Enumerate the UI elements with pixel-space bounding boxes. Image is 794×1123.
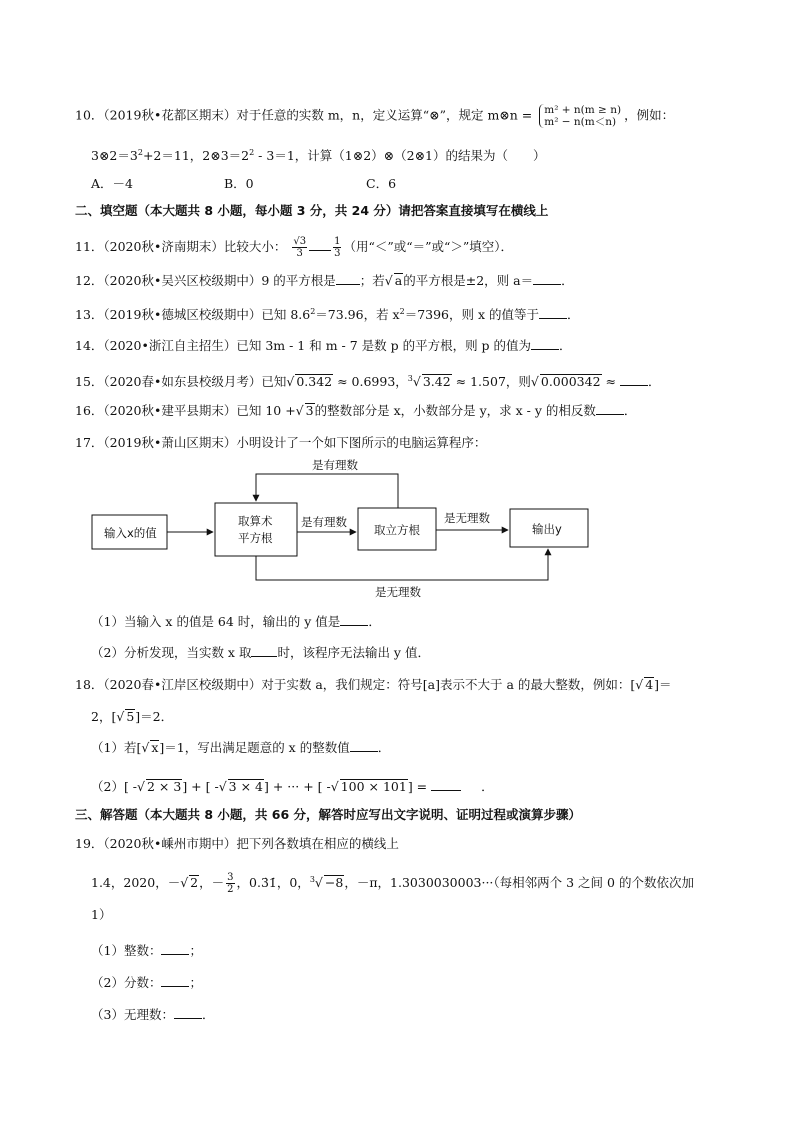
label-top-rational: 是有理数 (312, 458, 358, 472)
q19-part1-end: ； (189, 943, 202, 958)
option-c: C．6 (366, 176, 397, 191)
q18-part1-end: ． (377, 740, 391, 755)
q14-text: 14．（2020•浙江自主招生）已知 3m - 1 和 m - 7 是数 p 的平方根，则 p 的值为 (75, 338, 532, 353)
q18-part2-c: ] + ··· + [ - (264, 779, 331, 794)
denominator: 3 (334, 248, 341, 259)
q19-part2-end: ； (189, 975, 202, 990)
q18-part1-b: ]＝1，写出满足题意的 x 的整数值 (159, 740, 350, 755)
q17-part1 (91, 613, 381, 631)
answer-blank (161, 942, 189, 955)
root-index: 3 (309, 875, 315, 884)
q19-numbers: 1.4，2020，－√ 2，－ $\frac{3}{2}$ ，0.3̇1̇，0，$^3$√ −8，－π，1.3030030003···（每相邻两个 3 之间 0 的个数依次加 (91, 872, 694, 896)
radicand: 3.42 (422, 374, 451, 390)
q18-line2: 2，[√ 5]＝2． (91, 709, 174, 724)
box-sqrt-label-1: 取算术 (238, 514, 273, 528)
q18-part2: （2）[ -√ 2 × 3] + [ -√ 3 × 4] + ··· + [ -√ 100 × 101] = ． (91, 779, 494, 794)
q16-text-a: 16．（2020秋•建平县期末）已知 10 + (75, 403, 296, 418)
q17-part1-end: ． (368, 614, 381, 629)
sup: 2 (310, 307, 316, 316)
q19-part2-label: （2）分数： (91, 975, 162, 990)
q18-part1: （1）若[√ x]＝1，写出满足题意的 x 的整数值 ． (91, 740, 391, 755)
sup: 2 (249, 148, 255, 157)
root-index: 3 (407, 374, 413, 383)
q12-text-d: ． (561, 273, 574, 288)
bottom-arrow (256, 549, 548, 580)
radicand: 0.342 (296, 374, 333, 390)
q18-line1: 18．（2020春•江岸区校级期中）对于实数 a，我们规定：符号[a]表示不大于 a 的最大整数，例如：[√ 4]＝ (75, 677, 672, 692)
q17-part1-text: （1）当输入 x 的值是 64 时，输出的 y 值是 (91, 614, 341, 629)
radicand: 0.000342 (540, 374, 601, 390)
option-a: A．－4 (91, 176, 133, 191)
radicand: 2 × 3 (147, 779, 182, 794)
q18-part2-d: ] = (407, 779, 428, 794)
q10-example-label: ，例如： (624, 107, 675, 123)
q16-text-b: 的整数部分是 x，小数部分是 y，求 x - y 的相反数 (314, 403, 596, 418)
numerator: 3 (227, 872, 234, 884)
radicand: 2 (190, 875, 199, 891)
q19-number-text-1: 1.4，2020，－ (91, 875, 181, 891)
box-sqrt (215, 503, 297, 556)
q18-part1-a: （1）若[ (91, 740, 142, 755)
q15: 15．（2020春•如东县校级月考）已知√ 0.342 ≈ 0.6993，$^3$√ 3.42 ≈ 1.507，则√ 0.000342 ≈ ． (75, 374, 661, 390)
q14-end: ． (559, 338, 572, 353)
label-bottom-irrational: 是无理数 (375, 585, 421, 599)
q19-part1 (91, 942, 202, 960)
q18-text-d: ]＝2． (135, 709, 174, 724)
q13-text-b: ＝73.96，若 x (315, 307, 400, 323)
answer-blank (251, 644, 277, 657)
q16: 16．（2020秋•建平县期末）已知 10 +√ 3的整数部分是 x，小数部分是 y，求 x - y 的相反数 ． (75, 403, 637, 418)
numerator: √3 (293, 236, 307, 247)
q19-part2 (91, 974, 202, 992)
radicand: 3 (305, 403, 314, 418)
label-mid-irrational: 是无理数 (444, 511, 490, 525)
sup: 2 (399, 307, 405, 316)
q11-stem: 11．（2020秋•济南期末）比较大小： (75, 239, 287, 254)
q10-text-b: +2＝11，2⊗3＝2 (142, 148, 250, 164)
answer-blank (431, 778, 461, 791)
radicand: x (151, 740, 159, 755)
q19-stem: 19．（2020秋•嵊州市期中）把下列各数填在相应的横线上 (75, 836, 399, 851)
q17-stem: 17．（2019秋•萧山区期末）小明设计了一个如下图所示的电脑运算程序： (75, 435, 487, 450)
q19-number-text-3: ，0.3̇1̇，0， (236, 875, 310, 891)
box-sqrt-label-2: 平方根 (238, 531, 273, 545)
q19-number-text-5: 1） (91, 907, 112, 922)
q19-part3-label: （3）无理数： (91, 1007, 174, 1022)
box-output-label: 输出y (532, 522, 562, 536)
answer-blank (340, 613, 368, 626)
q17-part2 (91, 644, 430, 662)
q18-part2-end: ． (481, 779, 494, 794)
radicand: 3 × 4 (228, 779, 263, 794)
answer-blank (174, 1006, 202, 1019)
denominator: 3 (296, 248, 303, 259)
q12-text-c: 的平方根是±2，则 a＝ (403, 273, 534, 288)
q19-part1-label: （1）整数： (91, 943, 162, 958)
q18-text-a: 18．（2020春•江岸区校级期中）对于实数 a，我们规定：符号[a]表示不大于 a 的最大整数，例如：[ (75, 677, 636, 692)
radicand: a (394, 273, 403, 288)
q15-end: ． (647, 374, 661, 390)
q12-text-a: 12．（2020秋•吴兴区校级期中）9 的平方根是 (75, 273, 336, 288)
q10-text-c: - 3＝1，计算（1⊗2）⊗（2⊗1）的结果为（ ） (254, 148, 546, 164)
q18-part2-b: ] + [ - (182, 779, 219, 794)
section-3-heading: 三、解答题（本大题共 8 小题，共 66 分，解答时应写出文字说明、证明过程或演算步骤） (75, 807, 582, 822)
label-mid-rational: 是有理数 (301, 515, 347, 529)
q15-text-a: 15．（2020春•如东县校级月考）已知 (75, 374, 287, 390)
radicand: 100 × 101 (340, 779, 407, 794)
q12-text-b: ；若 (359, 273, 385, 288)
piece-bottom: m² − n(m＜n) (544, 116, 617, 128)
q18-text-c: 2，[ (91, 709, 117, 724)
sup: 2 (137, 148, 143, 157)
radicand: 4 (645, 677, 654, 692)
q17-part2-text: （2）分析发现，当实数 x 取 (91, 645, 252, 660)
q15-text-c: ≈ 1.507，则 (451, 374, 531, 390)
fraction-3-over-2 (226, 872, 234, 895)
denominator: 2 (227, 884, 234, 896)
q18-text-b: ]＝ (654, 677, 672, 692)
option-b: B．0 (224, 176, 254, 191)
q19-number-text-4: ，－π，1.3030030003···（每相邻两个 3 之间 0 的个数依次加 (344, 875, 694, 891)
q15-text-b: ≈ 0.6993， (333, 374, 408, 390)
q18-part2-a: （2）[ - (91, 779, 138, 794)
q13-text-c: ＝7396，则 x 的值等于 (404, 307, 540, 323)
answer-blank (350, 739, 378, 752)
q17-part2-end: 时，该程序无法输出 y 值． (277, 645, 430, 660)
q19-number-text-2: ，－ (199, 875, 225, 891)
radicand: −8 (324, 875, 344, 891)
radicand: 5 (126, 709, 135, 724)
q10-stem: 10．（2019秋•花都区期末）对于任意的实数 m，n，定义运算“⊗”，规定 m⊗n = (75, 107, 533, 123)
q15-text-d: ≈ (601, 374, 616, 390)
box-input-label: 输入x的值 (104, 526, 157, 540)
numerator: 1 (334, 236, 341, 247)
q19-part3-end: ． (201, 1007, 215, 1022)
box-cbrt-label: 取立方根 (374, 523, 420, 537)
q11-instruction: （用“＜”或“＝”或“＞”填空）． (343, 239, 514, 254)
q16-end: ． (623, 403, 637, 418)
piece-top: m² + n(m ≥ n) (544, 104, 622, 116)
answer-blank (161, 974, 189, 987)
q10-text-a: 3⊗2＝3 (91, 148, 138, 164)
q13-text-d: ． (567, 307, 580, 323)
q19-part3 (91, 1006, 214, 1024)
section-2-heading: 二、填空题（本大题共 8 小题，每小题 3 分，共 24 分）请把答案直接填写在横线上 (75, 203, 549, 218)
q13-text-a: 13．（2019秋•德城区校级期中）已知 8.6 (75, 307, 311, 323)
q12: 12．（2020秋•吴兴区校级期中）9 的平方根是 ；若√ a的平方根是±2，则 a＝ ． (75, 273, 574, 288)
